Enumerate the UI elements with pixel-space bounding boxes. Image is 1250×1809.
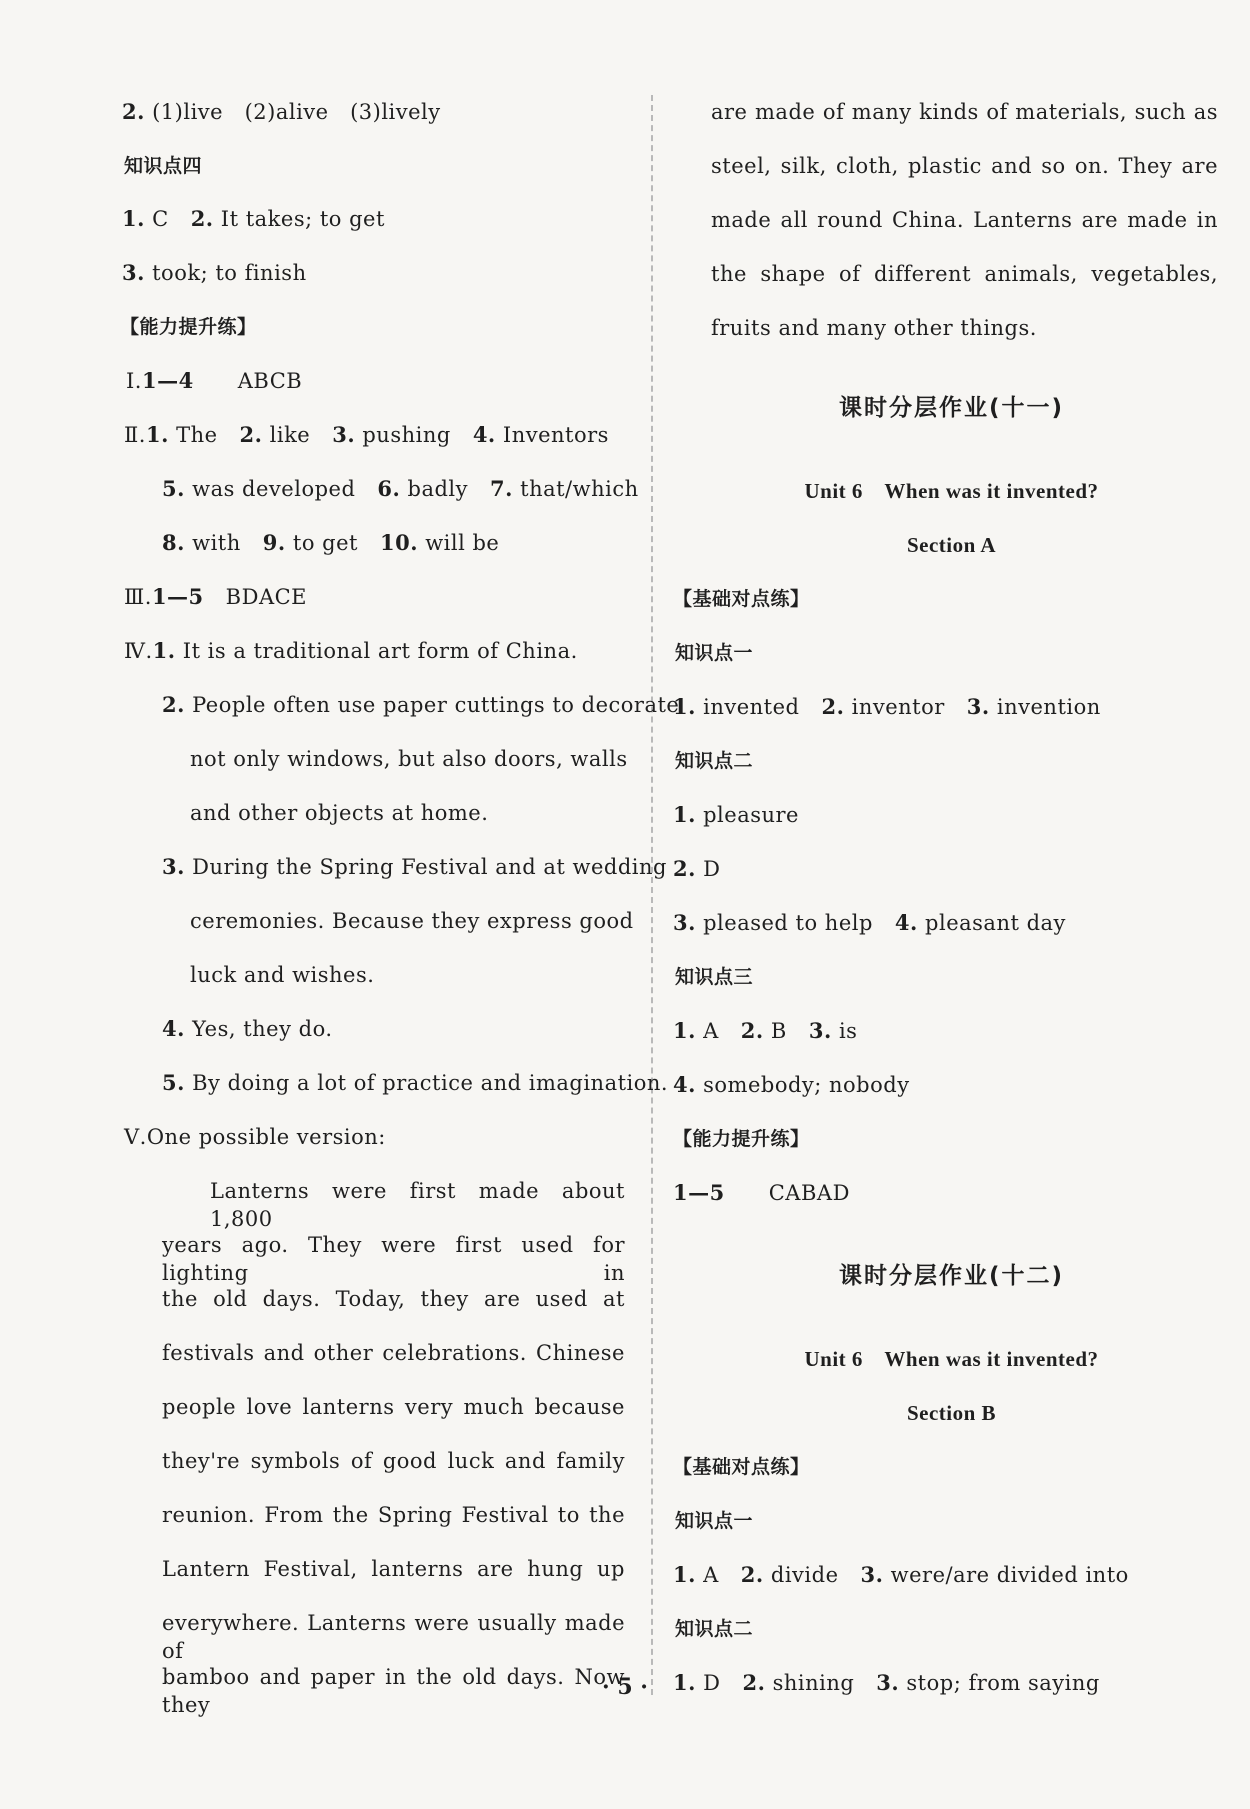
essay-line: are made of many kinds of materials, such as — [711, 100, 1218, 124]
essay-line: people love lanterns very much because — [162, 1395, 625, 1419]
answer-line: 4. somebody; nobody — [673, 1072, 910, 1097]
answer-line: Ⅰ.1—4 ABCB — [126, 368, 303, 393]
essay-line: made all round China. Lanterns are made in — [711, 208, 1218, 232]
section-heading: 【能力提升练】 — [120, 316, 257, 338]
answer-line: 2. (1)live (2)alive (3)lively — [122, 99, 441, 124]
knowledge-point-heading: 知识点一 — [675, 1510, 754, 1532]
knowledge-point-heading: 知识点二 — [675, 750, 754, 772]
answer-line: 5. By doing a lot of practice and imagination. — [162, 1070, 669, 1095]
essay-line: festivals and other celebrations. Chinese — [162, 1341, 625, 1365]
answer-line: 1. A 2. B 3. is — [673, 1018, 858, 1043]
section-title: Section B — [906, 1401, 997, 1425]
essay-line: steel, silk, cloth, plastic and so on. They are — [711, 154, 1218, 178]
essay-line: the shape of different animals, vegetables, — [711, 262, 1218, 286]
answer-line: and other objects at home. — [190, 801, 489, 825]
knowledge-point-heading: 知识点二 — [675, 1618, 754, 1640]
answer-line: 4. Yes, they do. — [162, 1016, 333, 1041]
answer-line: 2. D — [673, 856, 721, 881]
knowledge-point-heading: 知识点四 — [124, 155, 203, 177]
essay-line: Lantern Festival, lanterns are hung up — [162, 1557, 625, 1581]
answer-line: ceremonies. Because they express good — [190, 909, 634, 933]
answer-line: 1. A 2. divide 3. were/are divided into — [673, 1562, 1129, 1587]
section-heading: 【能力提升练】 — [673, 1128, 810, 1150]
answer-line: Ⅲ.1—5 BDACE — [124, 584, 308, 609]
answer-line: 5. was developed 6. badly 7. that/which — [162, 476, 639, 501]
section-heading: 【基础对点练】 — [673, 588, 810, 610]
answer-line: 3. pleased to help 4. pleasant day — [673, 910, 1066, 935]
answer-line: 1. invented 2. inventor 3. invention — [673, 694, 1101, 719]
essay-line: the old days. Today, they are used at — [162, 1287, 625, 1311]
answer-line: 1. C 2. It takes; to get — [122, 206, 385, 231]
essay-line: they're symbols of good luck and family — [162, 1449, 625, 1473]
unit-title: Unit 6 When was it invented? — [804, 1347, 1099, 1371]
answer-line: not only windows, but also doors, walls — [190, 747, 628, 771]
answer-line: luck and wishes. — [190, 963, 375, 987]
essay-line: bamboo and paper in the old days. Now they — [162, 1665, 625, 1717]
answer-line: 3. During the Spring Festival and at wedding — [162, 854, 667, 879]
essay-line: Lanterns were first made about 1,800 — [210, 1179, 625, 1231]
answer-line: Ⅱ.1. The 2. like 3. pushing 4. Inventors — [124, 422, 609, 447]
section-heading: 【基础对点练】 — [673, 1456, 810, 1478]
answer-line: Ⅳ.1. It is a traditional art form of China. — [124, 638, 578, 663]
essay-line: everywhere. Lanterns were usually made of — [162, 1611, 625, 1663]
answer-line: 8. with 9. to get 10. will be — [162, 530, 500, 555]
lesson-title: 课时分层作业(十二) — [838, 1263, 1065, 1289]
lesson-title: 课时分层作业(十一) — [838, 395, 1065, 421]
page-number: · 5 · — [602, 1674, 648, 1700]
answer-line: 1—5 CABAD — [673, 1180, 850, 1205]
essay-line: years ago. They were first used for lighting in — [162, 1233, 625, 1285]
answer-line: 1. D 2. shining 3. stop; from saying — [673, 1670, 1100, 1695]
essay-line: fruits and many other things. — [711, 316, 1037, 340]
answer-line: 2. People often use paper cuttings to decorate — [162, 692, 680, 717]
knowledge-point-heading: 知识点一 — [675, 642, 754, 664]
knowledge-point-heading: 知识点三 — [675, 966, 754, 988]
answer-line: 1. pleasure — [673, 802, 799, 827]
section-title: Section A — [906, 533, 997, 557]
essay-line: reunion. From the Spring Festival to the — [162, 1503, 625, 1527]
answer-line: 3. took; to finish — [122, 260, 307, 285]
answer-line: Ⅴ.One possible version: — [124, 1125, 386, 1149]
column-divider — [651, 95, 653, 1695]
unit-title: Unit 6 When was it invented? — [804, 479, 1099, 503]
